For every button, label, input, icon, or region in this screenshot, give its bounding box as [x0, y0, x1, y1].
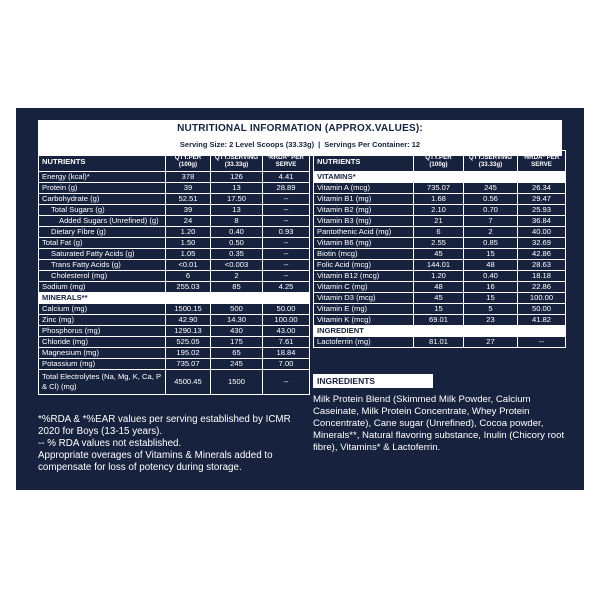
rda-cell: 100.00 — [263, 315, 310, 326]
table-row — [314, 227, 566, 238]
nutrient-name-cell: Carbohydrate (g) — [39, 194, 166, 205]
table-row — [39, 348, 310, 359]
qty-per-serving-cell: 0.40 — [464, 271, 518, 282]
nutrient-name-cell: Vitamin D3 (mcg) — [314, 293, 414, 304]
rda-cell: -- — [263, 260, 310, 271]
nutrient-name-cell: Vitamin B12 (mcg) — [314, 271, 414, 282]
rda-cell: 43.00 — [263, 326, 310, 337]
table-header-row — [39, 151, 310, 172]
nutrient-name-cell: Dietary Fibre (g) — [39, 227, 166, 238]
table-row — [39, 194, 310, 205]
nutrient-name-cell: Total Electrolytes (Na, Mg, K, Ca, P & Cl) (mg) — [39, 370, 166, 395]
nutrient-name-cell: Vitamin B1 (mg) — [314, 194, 414, 205]
table-row — [39, 359, 310, 370]
table-row — [314, 337, 566, 348]
nutrient-name-cell: Calcium (mg) — [39, 304, 166, 315]
qty-per-serving-cell: 48 — [464, 260, 518, 271]
qty-per-serving-cell: 175 — [211, 337, 263, 348]
rda-cell: 100.00 — [518, 293, 566, 304]
table-row — [314, 260, 566, 271]
table-row — [39, 337, 310, 348]
qty-per-serving-cell: 1500 — [211, 370, 263, 395]
table-row — [39, 216, 310, 227]
qty-per-100g-cell: 1.68 — [414, 194, 464, 205]
qty-per-serving-cell: 2 — [211, 271, 263, 282]
qty-per-100g-cell: 1500.15 — [166, 304, 211, 315]
qty-per-serving-cell: 85 — [211, 282, 263, 293]
nutrient-name-cell: Sodium (mg) — [39, 282, 166, 293]
rda-cell: 50.00 — [518, 304, 566, 315]
table-row — [314, 315, 566, 326]
serving-size: Serving Size: 2 Level Scoops (33.33g) — [179, 140, 315, 149]
table-row — [314, 238, 566, 249]
rda-cell: -- — [263, 249, 310, 260]
header-qty-per-serving: QTY./SERVING (33.33g) — [464, 151, 518, 172]
rda-cell: 22.86 — [518, 282, 566, 293]
qty-per-100g-cell: 81.01 — [414, 337, 464, 348]
nutrient-name-cell: Vitamin B2 (mg) — [314, 205, 414, 216]
qty-per-100g-cell: 195.02 — [166, 348, 211, 359]
table-row — [39, 282, 310, 293]
qty-per-100g-cell: 6 — [414, 227, 464, 238]
qty-per-100g-cell: 1.05 — [166, 249, 211, 260]
rda-cell: 32.69 — [518, 238, 566, 249]
rda-cell: 7.61 — [263, 337, 310, 348]
table-row — [314, 271, 566, 282]
table-row — [39, 172, 310, 183]
qty-per-100g-cell: 15 — [414, 304, 464, 315]
table-row — [314, 249, 566, 260]
qty-per-100g-cell: 1.20 — [166, 227, 211, 238]
rda-cell: 26.34 — [518, 183, 566, 194]
qty-per-serving-cell: 17.50 — [211, 194, 263, 205]
rda-cell: 41.82 — [518, 315, 566, 326]
qty-per-serving-cell: 14.30 — [211, 315, 263, 326]
rda-cell: -- — [518, 337, 566, 348]
nutrition-panel — [16, 108, 584, 490]
qty-per-serving-cell: 23 — [464, 315, 518, 326]
qty-per-serving-cell: 65 — [211, 348, 263, 359]
header-qty-per-serving: QTY./SERVING (33.33g) — [211, 151, 263, 172]
rda-cell: 7.00 — [263, 359, 310, 370]
qty-per-serving-cell: 16 — [464, 282, 518, 293]
qty-per-100g-cell: 1290.13 — [166, 326, 211, 337]
header-qty-per-100g: QTY.PER (100g) — [414, 151, 464, 172]
qty-per-serving-cell: 27 — [464, 337, 518, 348]
vitamins-section-header — [314, 172, 566, 183]
qty-per-serving-cell: 0.56 — [464, 194, 518, 205]
qty-per-100g-cell: 52.51 — [166, 194, 211, 205]
table-row — [314, 194, 566, 205]
rda-cell: 0.93 — [263, 227, 310, 238]
header-nutrients: NUTRIENTS — [39, 151, 166, 172]
rda-cell: 18.84 — [263, 348, 310, 359]
ingredients-heading: INGREDIENTS — [313, 374, 433, 388]
qty-per-100g-cell: 378 — [166, 172, 211, 183]
table-row — [314, 293, 566, 304]
table-row — [39, 271, 310, 282]
ingredient-section-header — [314, 326, 566, 337]
nutrient-name-cell: Zinc (mg) — [39, 315, 166, 326]
qty-per-100g-cell: 1.20 — [414, 271, 464, 282]
qty-per-100g-cell: 735.07 — [414, 183, 464, 194]
nutrient-name-cell: Pantothenic Acid (mg) — [314, 227, 414, 238]
nutrient-name-cell: Magnesium (mg) — [39, 348, 166, 359]
page-title: NUTRITIONAL INFORMATION (APPROX.VALUES): — [177, 123, 423, 134]
servings-per-container: Servings Per Container: 12 — [324, 140, 421, 149]
qty-per-serving-cell: 5 — [464, 304, 518, 315]
right-table-body — [314, 172, 566, 348]
table-row — [314, 205, 566, 216]
qty-per-serving-cell: 13 — [211, 205, 263, 216]
header-nutrients: NUTRIENTS — [314, 151, 414, 172]
qty-per-100g-cell: 24 — [166, 216, 211, 227]
table-row — [39, 205, 310, 216]
qty-per-100g-cell: 735.07 — [166, 359, 211, 370]
nutrient-name-cell: Vitamin C (mg) — [314, 282, 414, 293]
qty-per-100g-cell: 525.05 — [166, 337, 211, 348]
footnotes — [38, 414, 306, 474]
nutrient-name-cell: Vitamin B6 (mg) — [314, 238, 414, 249]
rda-cell: 40.00 — [518, 227, 566, 238]
rda-cell: 36.84 — [518, 216, 566, 227]
nutrient-name-cell: Added Sugars (Unrefined) (g) — [39, 216, 166, 227]
serving-info — [38, 140, 562, 149]
qty-per-serving-cell: 2 — [464, 227, 518, 238]
table-row — [314, 216, 566, 227]
qty-per-100g-cell: 48 — [414, 282, 464, 293]
table-row — [39, 304, 310, 315]
table-row — [39, 326, 310, 337]
qty-per-100g-cell: 1.50 — [166, 238, 211, 249]
table-row — [39, 238, 310, 249]
table-row — [314, 282, 566, 293]
nutrient-name-cell: Energy (kcal)* — [39, 172, 166, 183]
qty-per-100g-cell: 2.10 — [414, 205, 464, 216]
nutrient-name-cell: Phosphorus (mg) — [39, 326, 166, 337]
qty-per-serving-cell: 0.40 — [211, 227, 263, 238]
rda-cell: -- — [263, 370, 310, 395]
rda-cell: 28.63 — [518, 260, 566, 271]
qty-per-100g-cell: 4500.45 — [166, 370, 211, 395]
nutrient-name-cell: Lactoferrin (mg) — [314, 337, 414, 348]
nutrient-name-cell: Total Sugars (g) — [39, 205, 166, 216]
rda-cell: -- — [263, 238, 310, 249]
nutrient-name-cell: Vitamin K (mcg) — [314, 315, 414, 326]
qty-per-100g-cell: 6 — [166, 271, 211, 282]
separator: | — [318, 140, 321, 149]
footnote-not-established: -- % RDA values not established. — [38, 438, 182, 449]
nutrient-name-cell: Total Fat (g) — [39, 238, 166, 249]
qty-per-serving-cell: 430 — [211, 326, 263, 337]
table-row — [39, 183, 310, 194]
qty-per-100g-cell: 39 — [166, 183, 211, 194]
rda-cell: 18.18 — [518, 271, 566, 282]
nutrient-name-cell: Vitamin A (mcg) — [314, 183, 414, 194]
qty-per-100g-cell: 2.55 — [414, 238, 464, 249]
rda-cell: -- — [263, 271, 310, 282]
qty-per-100g-cell: <0.01 — [166, 260, 211, 271]
header-qty-per-100g: QTY.PER (100g) — [166, 151, 211, 172]
rda-cell: 4.25 — [263, 282, 310, 293]
table-row — [39, 370, 310, 395]
qty-per-serving-cell: 0.50 — [211, 238, 263, 249]
qty-per-serving-cell: 15 — [464, 249, 518, 260]
nutrient-name-cell: Folic Acid (mcg) — [314, 260, 414, 271]
table-row — [314, 304, 566, 315]
qty-per-serving-cell: 126 — [211, 172, 263, 183]
table-row — [39, 249, 310, 260]
qty-per-100g-cell: 69.01 — [414, 315, 464, 326]
header-rda: %RDA* PER SERVE — [263, 151, 310, 172]
qty-per-serving-cell: 7 — [464, 216, 518, 227]
rda-cell: 29.47 — [518, 194, 566, 205]
nutrient-name-cell: Chloride (mg) — [39, 337, 166, 348]
nutrient-name-cell: Protein (g) — [39, 183, 166, 194]
qty-per-100g-cell: 144.01 — [414, 260, 464, 271]
table-row — [39, 315, 310, 326]
minerals-section-header-label: MINERALS** — [39, 293, 310, 304]
footnote-rda: *%RDA & *%EAR values per serving established by ICMR 2020 for Boys (13-15 years). — [38, 414, 291, 437]
rda-cell: -- — [263, 216, 310, 227]
rda-cell: -- — [263, 205, 310, 216]
qty-per-serving-cell: 0.35 — [211, 249, 263, 260]
qty-per-100g-cell: 255.03 — [166, 282, 211, 293]
rda-cell: -- — [263, 194, 310, 205]
right-nutrient-table — [313, 150, 566, 348]
qty-per-serving-cell: 245 — [211, 359, 263, 370]
minerals-section-header — [39, 293, 310, 304]
qty-per-100g-cell: 39 — [166, 205, 211, 216]
left-nutrient-table — [38, 150, 310, 395]
vitamins-section-header-label: VITAMINS* — [314, 172, 566, 183]
qty-per-serving-cell: 15 — [464, 293, 518, 304]
table-row — [39, 227, 310, 238]
nutrient-name-cell: Potassium (mg) — [39, 359, 166, 370]
qty-per-serving-cell: 0.70 — [464, 205, 518, 216]
nutrient-name-cell: Saturated Fatty Acids (g) — [39, 249, 166, 260]
qty-per-100g-cell: 42.90 — [166, 315, 211, 326]
nutrient-name-cell: Trans Fatty Acids (g) — [39, 260, 166, 271]
rda-cell: 25.93 — [518, 205, 566, 216]
qty-per-100g-cell: 45 — [414, 293, 464, 304]
nutrient-name-cell: Vitamin E (mg) — [314, 304, 414, 315]
qty-per-serving-cell: <0.003 — [211, 260, 263, 271]
rda-cell: 50.00 — [263, 304, 310, 315]
footnote-overages: Appropriate overages of Vitamins & Minerals added to compensate for loss of potency during storage. — [38, 450, 273, 473]
header-rda: %RDA* PER SERVE — [518, 151, 566, 172]
table-header-row — [314, 151, 566, 172]
table-row — [314, 183, 566, 194]
nutrient-name-cell: Biotin (mcg) — [314, 249, 414, 260]
qty-per-serving-cell: 500 — [211, 304, 263, 315]
qty-per-100g-cell: 21 — [414, 216, 464, 227]
ingredient-section-header-label: INGREDIENT — [314, 326, 566, 337]
rda-cell: 28.89 — [263, 183, 310, 194]
ingredients-text: Milk Protein Blend (Skimmed Milk Powder, Calcium Caseinate, Milk Protein Concentrate, Whey Protein Concentrate), Cane sugar (Unrefined), Cocoa powder, Minerals**, Natural flavoring substance, Inulin (Chicory root fibre), Vitamins* & Lactoferrin. — [313, 394, 565, 453]
qty-per-serving-cell: 8 — [211, 216, 263, 227]
qty-per-serving-cell: 245 — [464, 183, 518, 194]
nutrient-name-cell: Vitamin B3 (mg) — [314, 216, 414, 227]
qty-per-serving-cell: 13 — [211, 183, 263, 194]
qty-per-serving-cell: 0.85 — [464, 238, 518, 249]
table-row — [39, 260, 310, 271]
nutrient-name-cell: Cholesterol (mg) — [39, 271, 166, 282]
rda-cell: 42.86 — [518, 249, 566, 260]
left-table-body — [39, 172, 310, 395]
qty-per-100g-cell: 45 — [414, 249, 464, 260]
rda-cell: 4.41 — [263, 172, 310, 183]
